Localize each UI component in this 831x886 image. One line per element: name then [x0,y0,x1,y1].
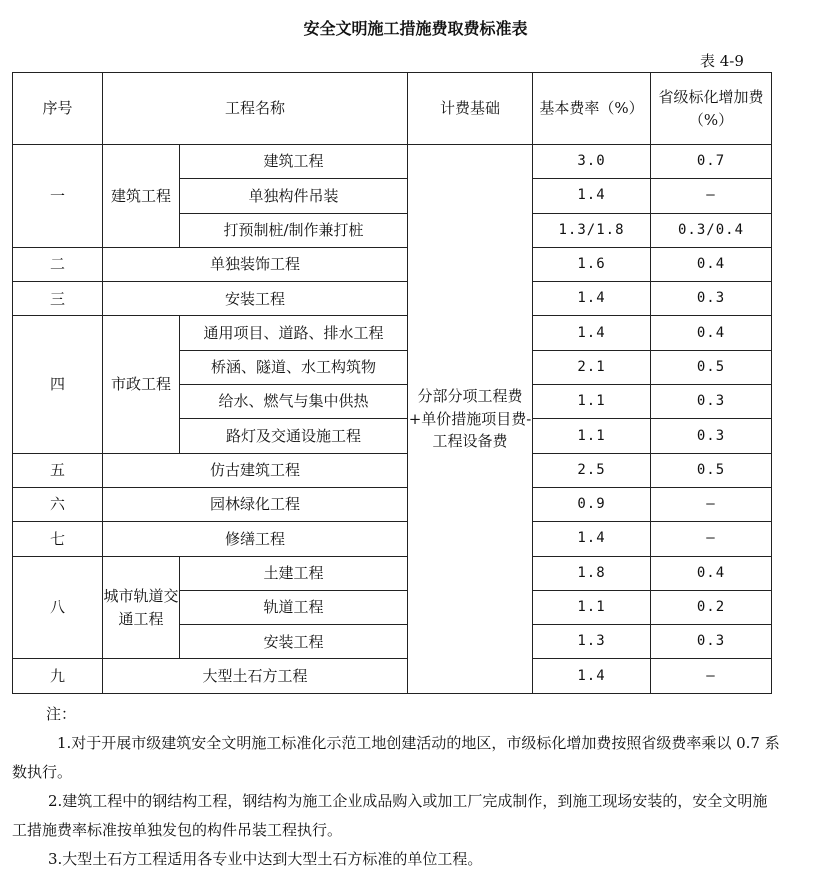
table-header-row [13,73,772,145]
name-cell: 通用项目、道路、排水工程 [180,316,408,350]
note-item: 2.建筑工程中的钢结构工程，钢结构为施工企业成品购入或加工厂完成制作，到施工现场安装的，安全文明施工措施费率标准按单独发包的构件吊装工程执行。 [12,792,768,839]
extra-cell: — [651,522,772,556]
seq-cell: 五 [13,453,103,487]
seq-cell: 六 [13,487,103,521]
category-cell: 城市轨道交通工程 [103,556,180,659]
rate-cell: 3.0 [533,145,651,179]
name-cell: 园林绿化工程 [103,487,408,521]
table-number: 表 4-9 [700,52,744,70]
category-cell: 建筑工程 [103,145,180,248]
extra-cell: 0.3 [651,282,772,316]
extra-cell: 0.7 [651,145,772,179]
rate-cell: 1.4 [533,522,651,556]
rate-cell: 2.1 [533,350,651,384]
extra-cell: 0.3 [651,385,772,419]
extra-cell: 0.3 [651,419,772,453]
rate-cell: 1.3 [533,625,651,659]
header-seq: 序号 [13,73,103,145]
extra-cell: 0.5 [651,453,772,487]
extra-cell: — [651,487,772,521]
category-cell: 市政工程 [103,316,180,453]
table-row [13,487,772,521]
table-row [13,659,772,693]
note-item: 1.对于开展市级建筑安全文明施工标准化示范工地创建活动的地区，市级标化增加费按照省级费率乘以 0.7 系数执行。 [12,734,780,781]
rate-cell: 1.8 [533,556,651,590]
seq-cell: 八 [13,556,103,659]
name-cell: 大型土石方工程 [103,659,408,693]
name-cell: 建筑工程 [180,145,408,179]
seq-cell: 二 [13,247,103,281]
base-cell: 分部分项工程费+单价措施项目费-工程设备费 [408,145,533,694]
name-cell: 修缮工程 [103,522,408,556]
seq-cell: 四 [13,316,103,453]
header-name: 工程名称 [103,73,408,145]
header-extra: 省级标化增加费（%） [651,73,772,145]
table-row [13,145,772,179]
extra-cell: 0.2 [651,590,772,624]
table-row [13,247,772,281]
name-cell: 单独构件吊装 [180,179,408,213]
table-row [13,453,772,487]
extra-cell: — [651,659,772,693]
extra-cell: 0.4 [651,556,772,590]
rate-cell: 1.1 [533,419,651,453]
extra-cell: 0.4 [651,247,772,281]
table-row [13,282,772,316]
header-base: 计费基础 [408,73,533,145]
name-cell: 桥涵、隧道、水工构筑物 [180,350,408,384]
header-rate: 基本费率（%） [533,73,651,145]
name-cell: 安装工程 [180,625,408,659]
extra-cell: — [651,179,772,213]
rate-cell: 1.1 [533,385,651,419]
seq-cell: 九 [13,659,103,693]
extra-cell: 0.3/0.4 [651,213,772,247]
name-cell: 安装工程 [103,282,408,316]
fee-standard-table [12,72,772,694]
table-row [13,556,772,590]
notes-label: 注： [46,705,77,723]
name-cell: 路灯及交通设施工程 [180,419,408,453]
rate-cell: 0.9 [533,487,651,521]
rate-cell: 1.4 [533,282,651,316]
document-title: 安全文明施工措施费取费标准表 [303,19,528,38]
rate-cell: 1.6 [533,247,651,281]
rate-cell: 1.3/1.8 [533,213,651,247]
name-cell: 土建工程 [180,556,408,590]
table-row [13,522,772,556]
rate-cell: 1.4 [533,659,651,693]
note-item: 3.大型土石方工程适用各专业中达到大型土石方标准的单位工程。 [48,850,483,868]
extra-cell: 0.3 [651,625,772,659]
name-cell: 单独装饰工程 [103,247,408,281]
table-row [13,316,772,350]
rate-cell: 2.5 [533,453,651,487]
name-cell: 轨道工程 [180,590,408,624]
rate-cell: 1.1 [533,590,651,624]
rate-cell: 1.4 [533,179,651,213]
name-cell: 给水、燃气与集中供热 [180,385,408,419]
rate-cell: 1.4 [533,316,651,350]
name-cell: 仿古建筑工程 [103,453,408,487]
extra-cell: 0.5 [651,350,772,384]
seq-cell: 一 [13,145,103,248]
notes-section [12,700,782,874]
name-cell: 打预制桩/制作兼打桩 [180,213,408,247]
seq-cell: 七 [13,522,103,556]
seq-cell: 三 [13,282,103,316]
extra-cell: 0.4 [651,316,772,350]
